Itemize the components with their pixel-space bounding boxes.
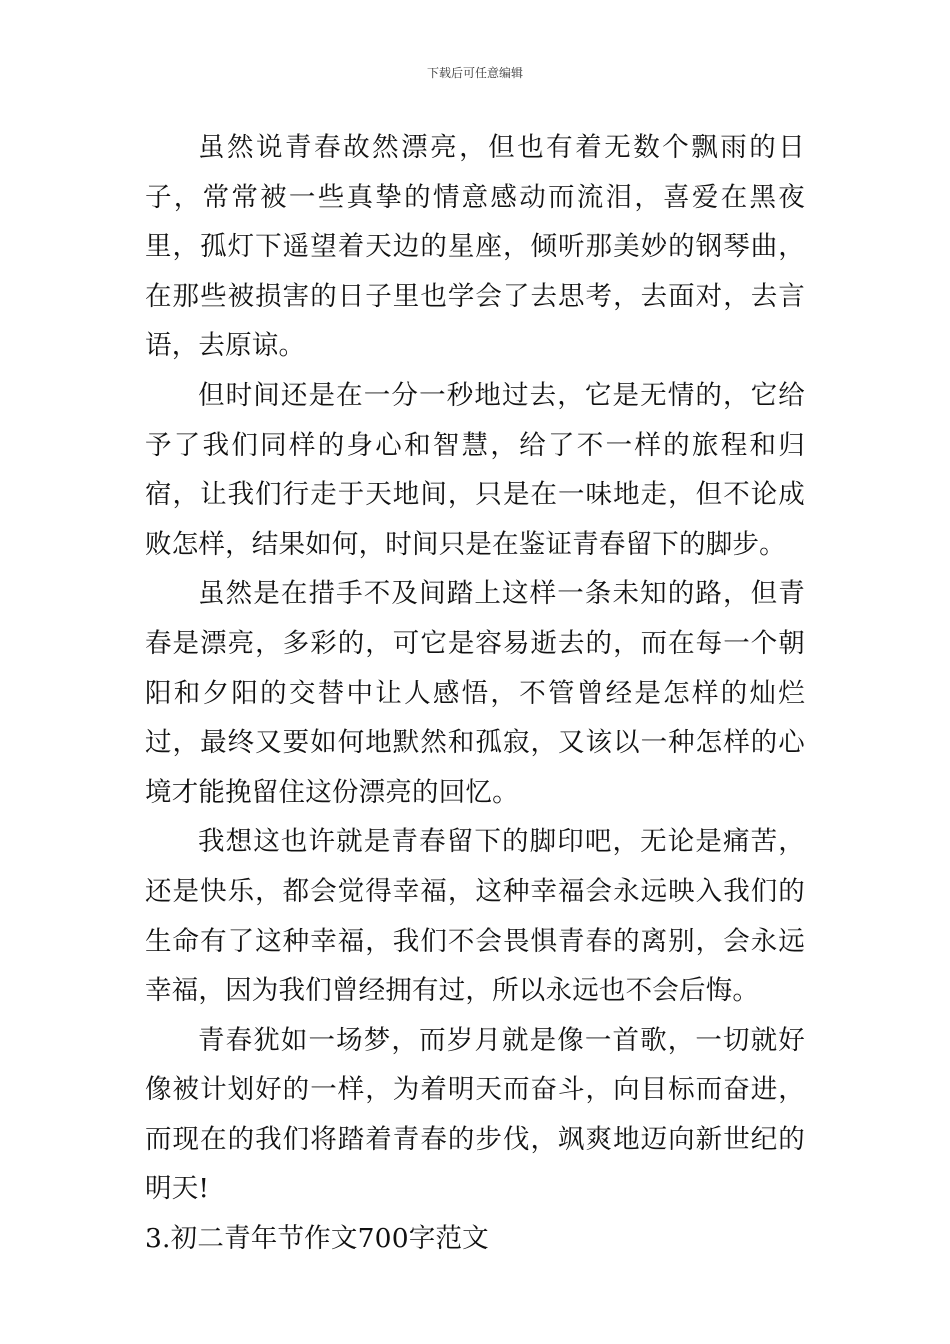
paragraph-5: 青春犹如一场梦，而岁月就是像一首歌，一切就好像被计划好的一样，为着明天而奋斗，向目标而奋进，而现在的我们将踏着青春的步伐，飒爽地迈向新世纪的明天! — [145, 1024, 805, 1205]
header-note: 下载后可任意编辑 — [426, 66, 523, 80]
paragraph-1: 虽然说青春故然漂亮，但也有着无数个飘雨的日子，常常被一些真挚的情意感动而流泪，喜爱在黑夜里，孤灯下遥望着天边的星座，倾听那美妙的钢琴曲，在那些被损害的日子里也学会了去思考，去面对，去言语，去原谅。 — [145, 132, 805, 362]
paragraph-2: 但时间还是在一分一秒地过去，它是无情的，它给予了我们同样的身心和智慧，给了不一样的旅程和归宿，让我们行走于天地间，只是在一味地走，但不论成败怎样，结果如何，时间只是在鉴证青春留下的脚步。 — [145, 379, 805, 560]
document-body — [145, 123, 805, 1264]
paragraph-4: 我想这也许就是青春留下的脚印吧，无论是痛苦，还是快乐，都会觉得幸福，这种幸福会永远映入我们的生命有了这种幸福，我们不会畏惧青春的离别，会永远幸福，因为我们曾经拥有过，所以永远也不会后悔。 — [145, 826, 805, 1007]
section-heading: 3.初二青年节作文700字范文 — [145, 1223, 489, 1255]
paragraph-3: 虽然是在措手不及间踏上这样一条未知的路，但青春是漂亮，多彩的，可它是容易逝去的，而在每一个朝阳和夕阳的交替中让人感悟，不管曾经是怎样的灿烂过，最终又要如何地默然和孤寂，又该以一种怎样的心境才能挽留住这份漂亮的回忆。 — [145, 578, 805, 808]
